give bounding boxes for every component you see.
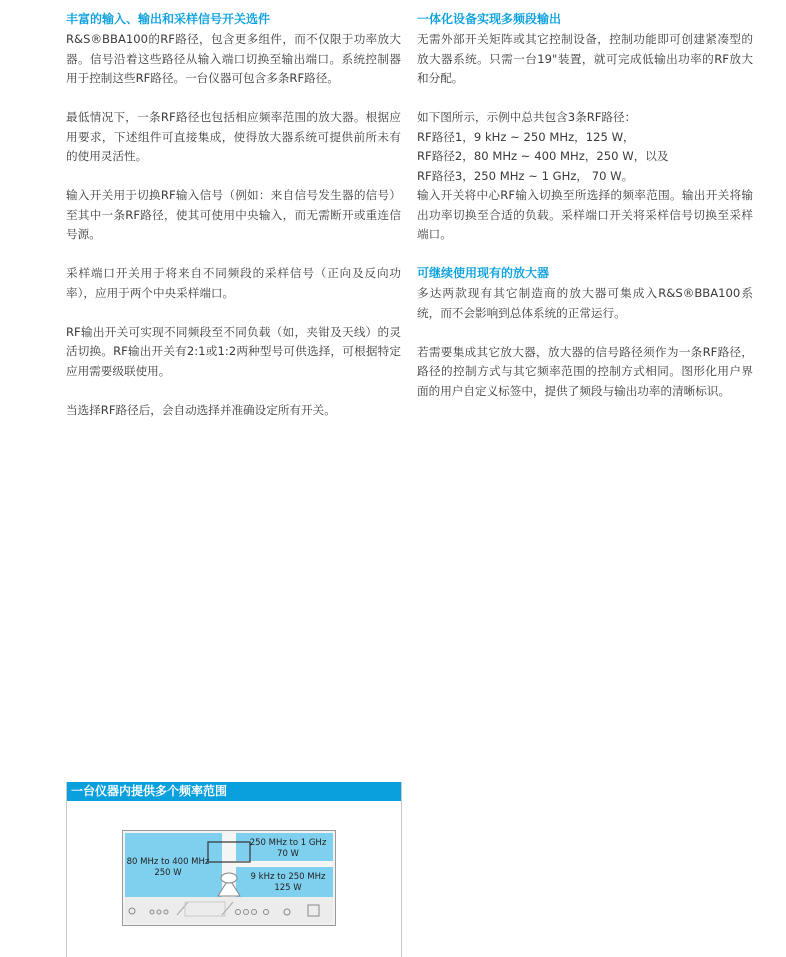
section-heading-existing-amplifiers: 可继续使用现有的放大器 bbox=[417, 266, 550, 280]
figure-title: 一台仪器内提供多个频率范围 bbox=[67, 782, 401, 801]
paragraph: 输入开关将中心RF输入切换至所选择的频率范围。输出开关将输出功率切换至合适的负载。采样端口开关将采样信号切换至采样端口。 bbox=[417, 188, 753, 241]
paragraph-line: RF路径2，80 MHz ~ 400 MHz，250 W，以及 bbox=[417, 149, 669, 163]
paragraph-line: RF路径3，250 MHz ~ 1 GHz， 70 W。 bbox=[417, 168, 634, 183]
section-heading-switch-options: 丰富的输入、输出和采样信号开关选件 bbox=[66, 12, 271, 26]
paragraph: 多达两款现有其它制造商的放大器可集成入R&S®BBA100系统，而不会影响到总体系统的正常运行。 bbox=[417, 286, 753, 320]
paragraph: 当选择RF路径后，会自动选择并准确设定所有开关。 bbox=[66, 402, 336, 417]
rf-switch-symbol bbox=[221, 873, 237, 883]
range-label-250mhz-1ghz: 250 MHz to 1 GHz 70 W bbox=[249, 838, 327, 859]
range-label-80mhz-400mhz: 80 MHz to 400 MHz 250 W bbox=[126, 857, 210, 878]
range-label-9khz-250mhz: 9 kHz to 250 MHz 125 W bbox=[250, 872, 326, 893]
paragraph: RF输出开关可实现不同频段至不同负载（如，夹钳及天线）的灵活切换。RF输出开关有2:1或1:2两种型号可供选择，可根据特定应用需要级联使用。 bbox=[66, 324, 401, 378]
right-column bbox=[417, 10, 753, 421]
left-column bbox=[66, 10, 401, 440]
paragraph: 若需要集成其它放大器，放大器的信号路径须作为一条RF路径，路径的控制方式与其它频率范围的控制方式相同。图形化用户界面的用户自定义标签中，提供了频段与输出功率的清晰标识。 bbox=[417, 344, 753, 398]
amplifier-diagram bbox=[122, 830, 336, 926]
paragraph-line: 如下图所示，示例中总共包含3条RF路径： bbox=[417, 110, 637, 124]
paragraph: R&S®BBA100的RF路径，包含更多组件，而不仅限于功率放大器。信号沿着这些路径从输入端口切换至输出端口。系统控制器用于控制这些RF路径。一台仪器可包含多条RF路径。 bbox=[66, 32, 401, 85]
paragraph-line: RF路径1，9 kHz ~ 250 MHz，125 W， bbox=[417, 129, 635, 144]
paragraph: 采样端口开关用于将来自不同频段的采样信号（正向及反向功率），应用于两个中央采样端口。 bbox=[66, 266, 401, 300]
paragraph: 最低情况下，一条RF路径也包括相应频率范围的放大器。根据应用要求，下述组件可直接集成，使得放大器系统可提供前所未有的使用灵活性。 bbox=[66, 110, 401, 163]
figure-panel bbox=[66, 782, 402, 957]
paragraph: 无需外部开关矩阵或其它控制设备，控制功能即可创建紧凑型的放大器系统。只需一台19"装置，就可完成低输出功率的RF放大和分配。 bbox=[417, 32, 753, 85]
section-heading-multiband: 一体化设备实现多频段输出 bbox=[417, 12, 562, 26]
paragraph: 输入开关用于切换RF输入信号（例如：来自信号发生器的信号）至其中一条RF路径，使其可使用中央输入，而无需断开或重连信号源。 bbox=[66, 188, 401, 241]
control-panel bbox=[125, 897, 333, 923]
